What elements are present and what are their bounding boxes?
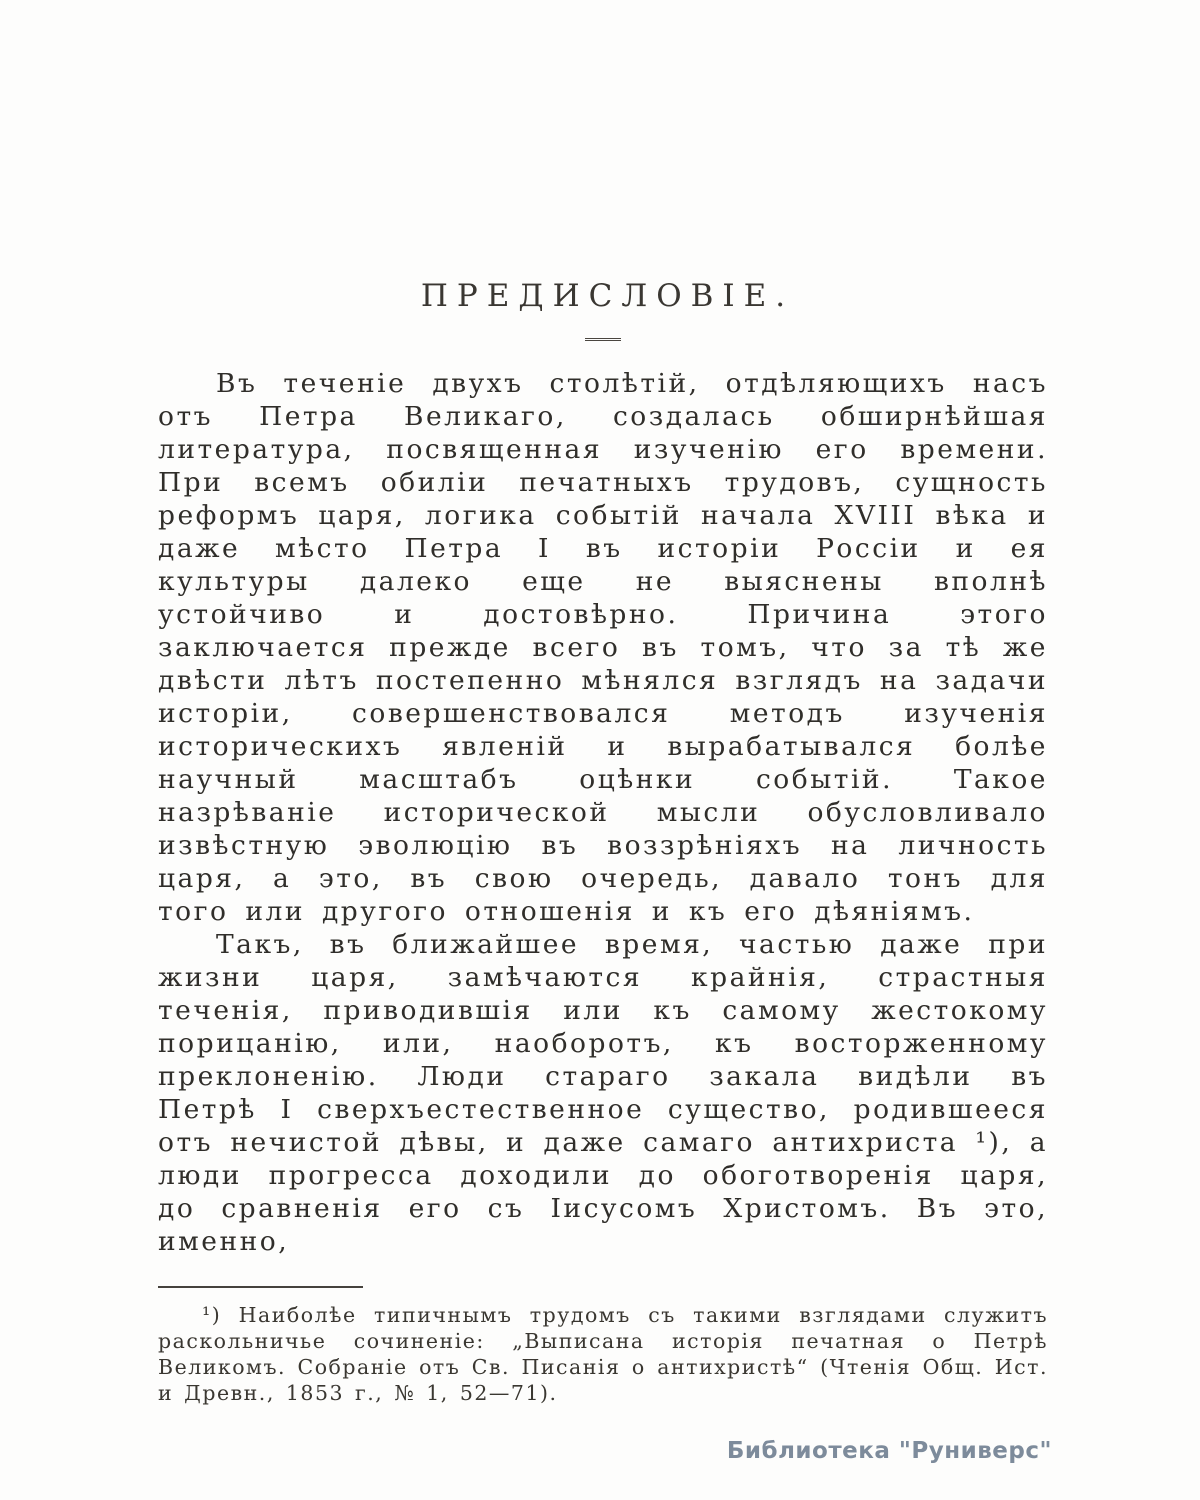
library-watermark: Библиотека "Руниверс"	[726, 1438, 1052, 1464]
footnote-divider	[158, 1286, 363, 1288]
paragraph: Такъ, въ ближайшее время, частью даже при жизни царя, замѣчаются крайнія, страстныя теченія, приводившія или къ самому жестокому порицанію, или, наоборотъ, къ восторженному преклоненію. Люди стараго закала видѣли въ Петрѣ I сверхъестественное существо, родившееся отъ нечистой дѣвы, и даже самаго антихриста ¹), а люди прогресса доходили до обоготворенія царя, до сравненія его съ Іисусомъ Христомъ. Въ это, именно,	[158, 929, 1048, 1257]
page-title: ПРЕДИСЛОВІЕ.	[420, 278, 795, 314]
paragraph: Въ теченіе двухъ столѣтій, отдѣляющихъ насъ отъ Петра Великаго, создалась обширнѣйшая литература, посвященная изученію его времени. При всемъ обиліи печатныхъ трудовъ, сущность реформъ царя, логика событій начала XVIII вѣка и даже мѣсто Петра I въ исторіи Россіи и ея культуры далеко еще не выяснены вполнѣ устойчиво и достовѣрно. Причина этого заключается прежде всего въ томъ, что за тѣ же двѣсти лѣтъ постепенно мѣнялся взглядъ на задачи исторіи, совершенствовался методъ изученія историческихъ явленій и вырабатывался болѣе научный масштабъ оцѣнки событій. Такое назрѣваніе исторической мысли обусловливало извѣстную эволюцію въ воззрѣніяхъ на личность царя, а это, въ свою очередь, давало тонъ для того или другого отношенія и къ его дѣяніямъ.	[158, 368, 1048, 927]
text-block	[158, 278, 1048, 1406]
footnote: ¹) Наиболѣе типичнымъ трудомъ съ такими взглядами служитъ раскольничье сочиненіе: „Выписана исторія печатная о Петрѣ Великомъ. Собраніе отъ Св. Писанія о антихристѣ“ (Чтенія Общ. Ист. и Древн., 1853 г., № 1, 52—71).	[158, 1303, 1048, 1405]
title-divider	[585, 338, 621, 341]
